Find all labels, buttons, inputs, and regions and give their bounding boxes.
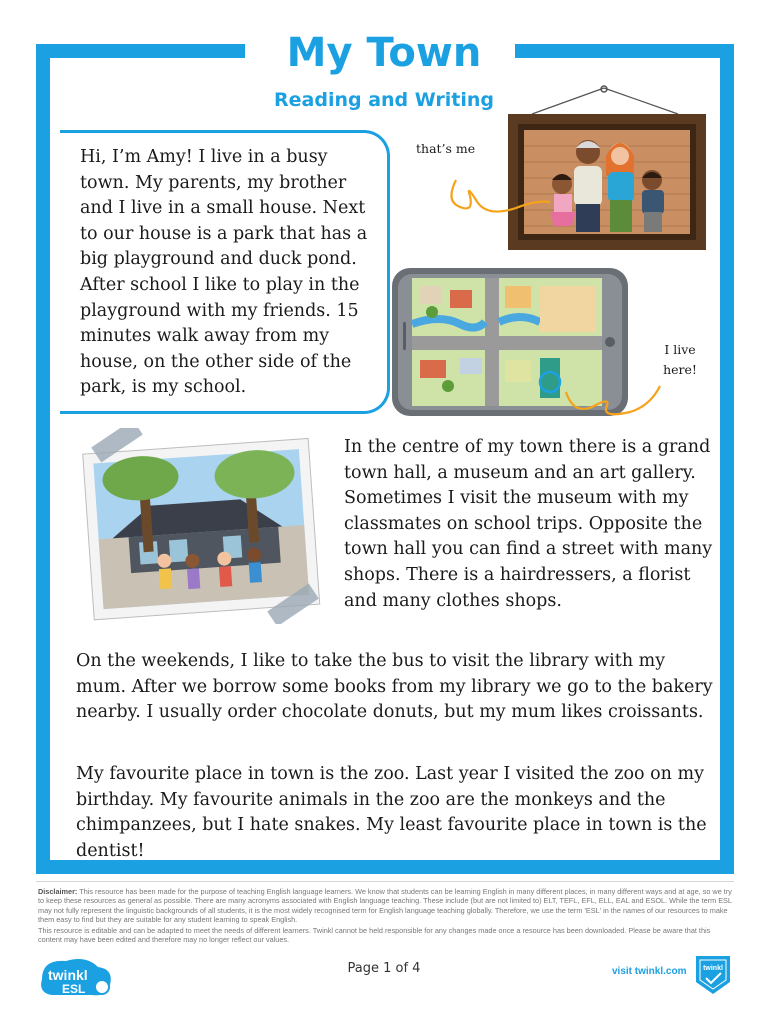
disclaimer-body: This resource has been made for the purpose of teaching English language learners. We know that students can be learning English in many different places, in many different ways and at age, so we try to keep these resources as general as possible. There are many acronyms associated with English language teaching. These include (but are not limited to) ELT, TEFL, EFL, ELL, EAL and ESOL. While the term ESL may not fully represent the linguistic backgrounds of all students, it is the most widely recognised term for English language teaching globally. Therefore, we use the term 'ESL' in the names of our resources to make them easy to find but they are suitable for any student learning to speak English. [38,887,732,925]
logo-twinkl-text: twinkl [48,967,88,983]
page-title: My Town [286,30,482,76]
squiggle-arrow-here-icon [560,372,670,422]
disclaimer-label: Disclaimer: [38,887,78,896]
logo-esl-text: ESL [62,982,86,996]
disclaimer-text [38,887,732,925]
footer-divider [36,881,734,882]
page-subtitle: Reading and Writing [274,89,494,111]
paragraph-weekends: On the weekends, I like to take the bus to visit the library with my mum. After we borrow some books from my library we go to the bakery nearby. I usually order chocolate donuts, but my mum likes croissants. [76,651,713,723]
visit-link[interactable]: visit twinkl.com [612,966,687,977]
quality-badge-icon [692,952,734,996]
editable-notice: This resource is editable and can be adapted to meet the needs of different learners. Twinkl cannot be held responsible for any changes made once a resource has been downloaded. Please be aware that this content may have been edited and therefore may no longer reflect our values. [38,926,711,945]
note-thats-me: that’s me [416,141,476,156]
note-here: here! [663,362,697,377]
note-i-live: I live [664,342,696,357]
page-number: Page 1 of 4 [347,961,421,976]
squiggle-arrow-icon [446,170,556,230]
paragraph-favourite-place: My favourite place in town is the zoo. Last year I visited the zoo on my birthday. My favourite animals in the zoo are the monkeys and the chimpanzees, but I hate snakes. My least favourite place in town is the dentist! [76,764,707,861]
badge-text: twinkl [703,965,723,972]
school-photo-illustration [72,428,334,624]
paragraph-intro: Hi, I’m Amy! I live in a busy town. My parents, my brother and I live in a small house. Next to our house is a park that has a big playground and duck pond. After school I like to play in the playground with my friends. 15 minutes walk away from my house, on the other side of the park, is my school. [80,147,368,398]
paragraph-town-centre: In the centre of my town there is a grand town hall, a museum and an art gallery. Sometimes I visit the museum with my classmates on school trips. Opposite the town hall you can find a street with many shops. There is a hairdressers, a florist and many clothes shops. [344,437,713,611]
